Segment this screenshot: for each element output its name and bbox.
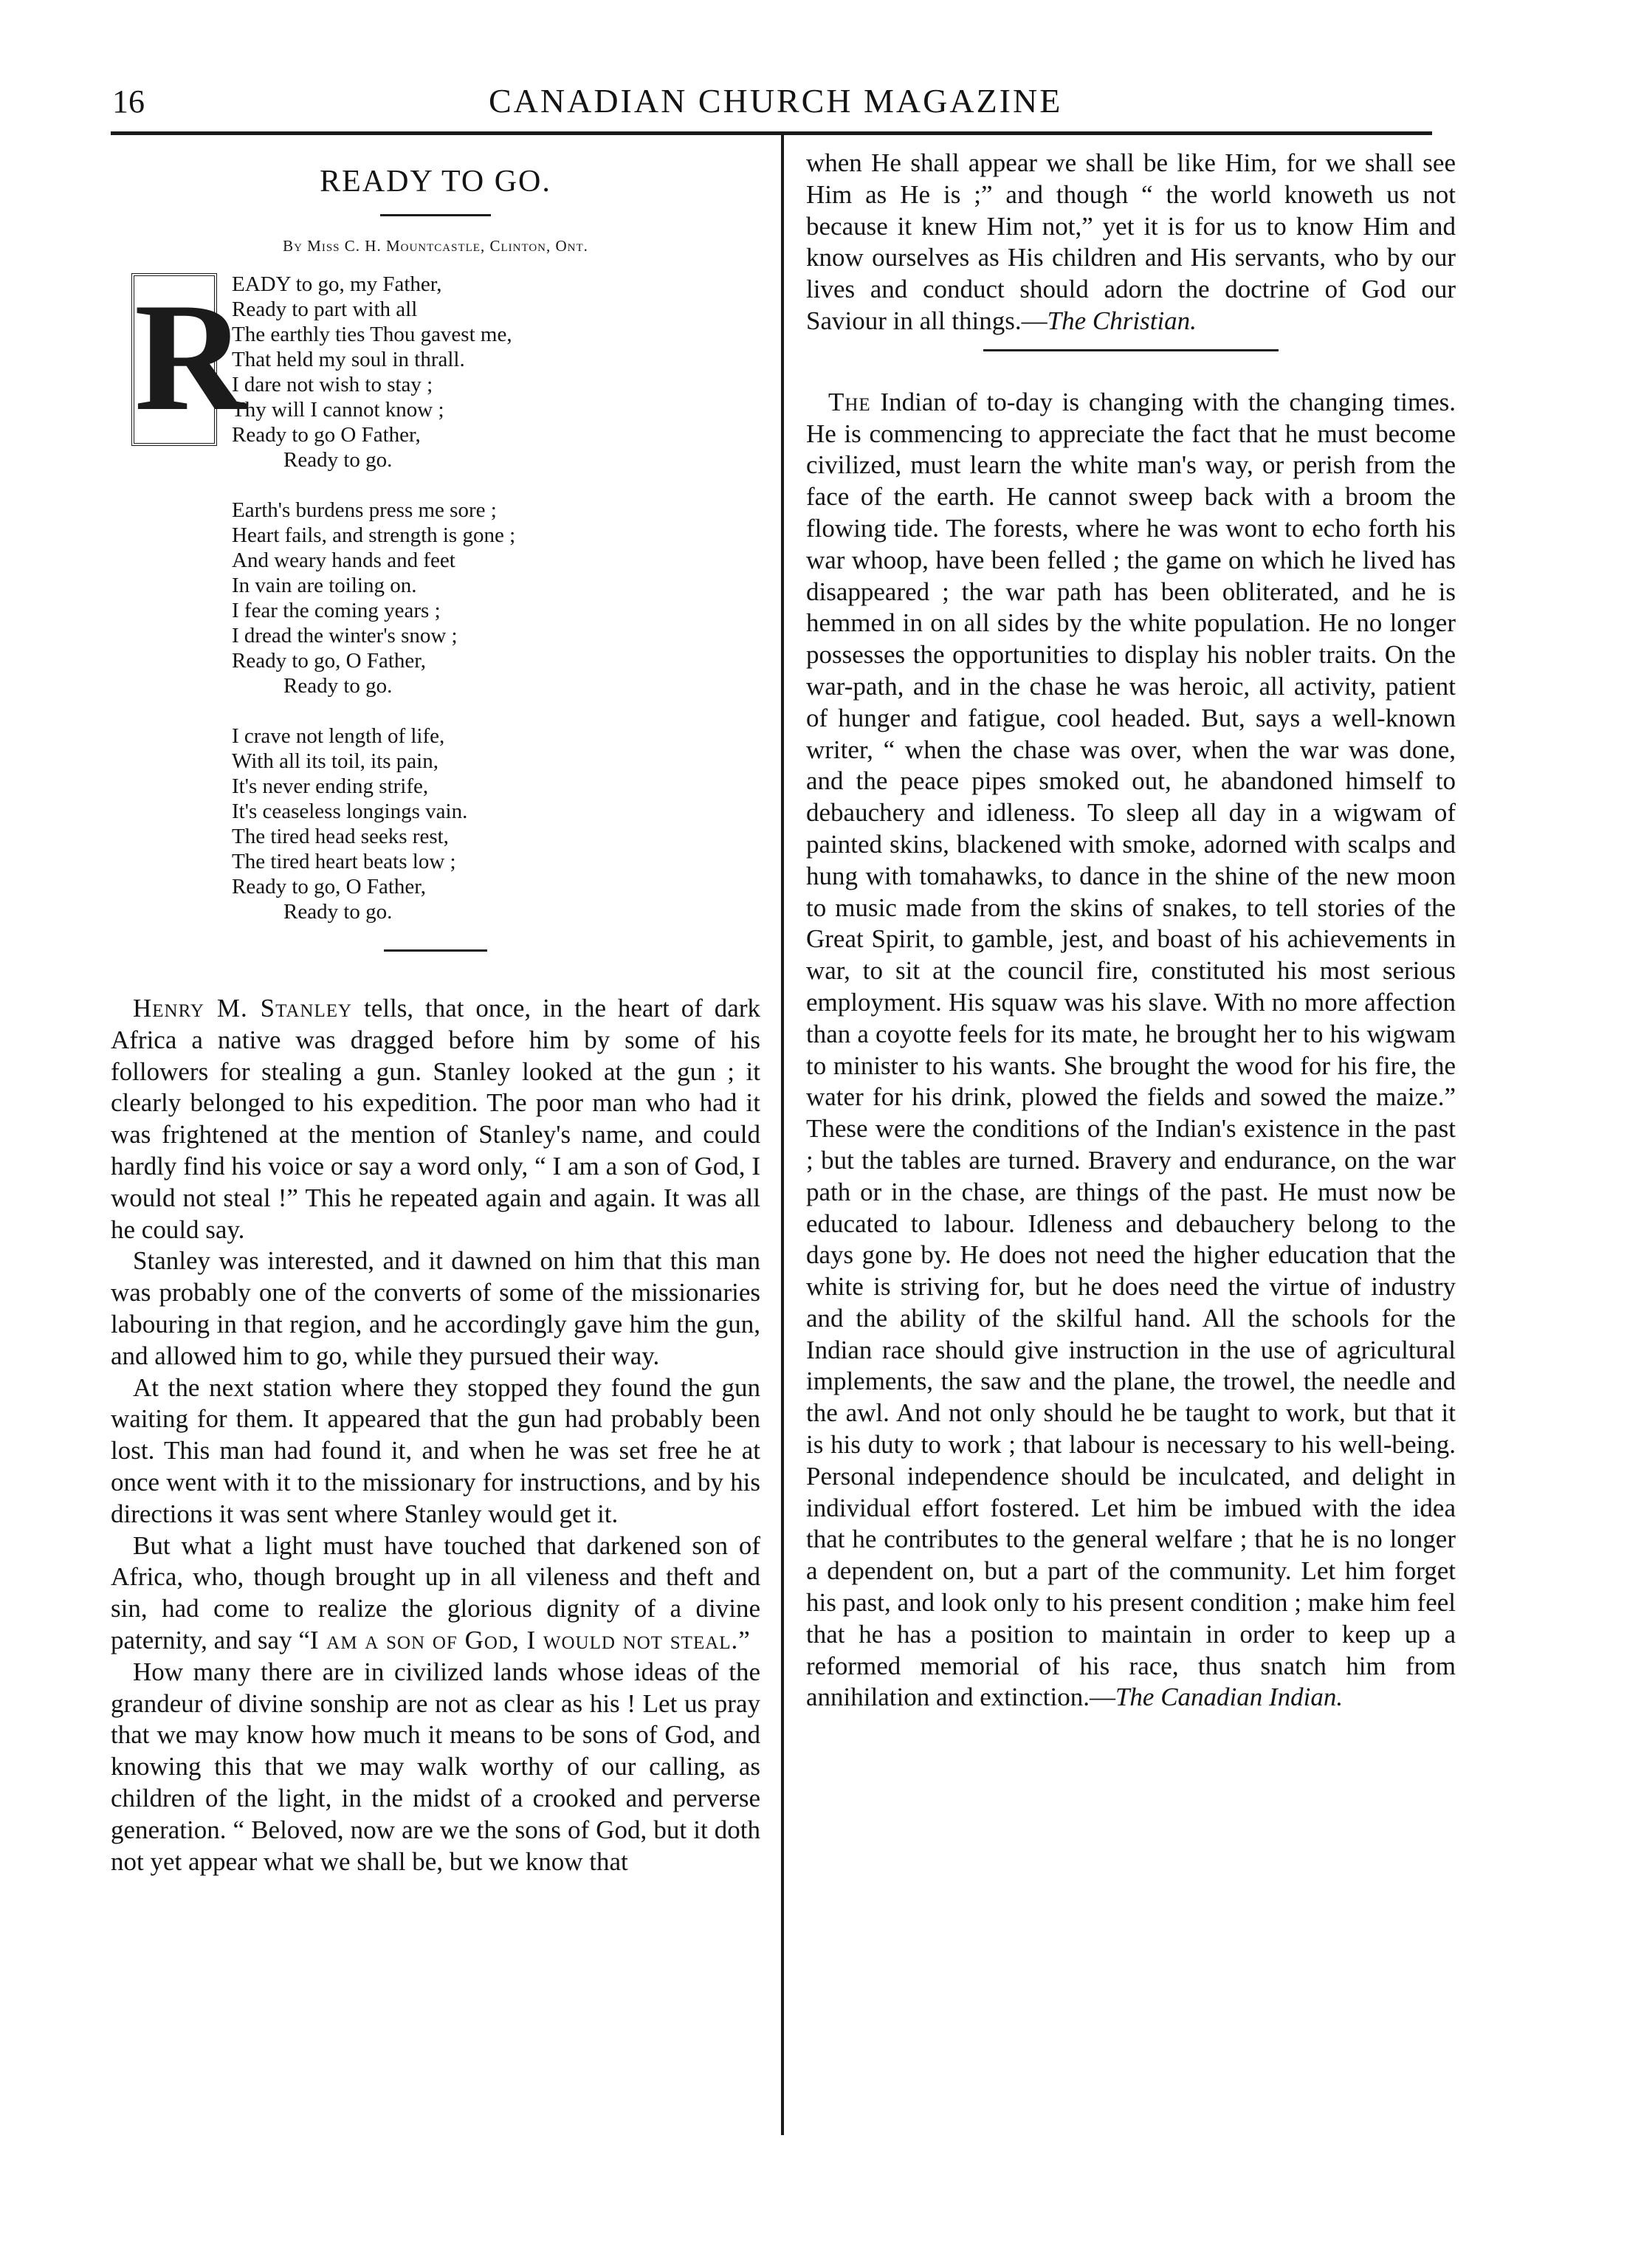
header-rule xyxy=(111,131,1432,135)
poem-line: The earthly ties Thou gavest me, xyxy=(232,323,512,346)
left-column xyxy=(111,148,760,1877)
poem-line: Ready to go. xyxy=(283,674,393,698)
page-number: 16 xyxy=(112,83,145,120)
paragraph-text: when He shall appear we shall be like Him, for we shall see Him as He is ;” and though “ the world knoweth us not because it knew Him not,” yet it is for us to know Him and know ourselves as His children and His servants, who by our lives and conduct should adorn the doctrine of God our Saviour in all things.— xyxy=(806,148,1456,335)
poem-line: Ready to go. xyxy=(283,448,393,472)
poem-line: Ready to go, O Father, xyxy=(232,875,427,898)
paragraph xyxy=(111,993,760,1245)
column-divider xyxy=(781,134,784,2135)
poem xyxy=(111,272,760,924)
poem-line: The tired head seeks rest, xyxy=(232,825,449,848)
stanley-article xyxy=(111,993,760,1877)
poem-line: I dread the winter's snow ; xyxy=(232,624,458,647)
poem-stanza-2 xyxy=(232,498,760,698)
dropcap-letter: R xyxy=(131,273,217,446)
poem-stanza-1 xyxy=(232,272,760,472)
paragraph: How many there are in civilized lands whose ideas of the grandeur of divine sonship are not as clear as his ! Let us pray that we may know how much it means to be sons of God, and knowing this that we may walk worthy of our calling, as children of the light, in the midst of a crooked and perverse generation. “ Beloved, now are we the sons of God, but it doth not yet appear what we shall be, but we know that xyxy=(111,1657,760,1876)
source-citation: The Canadian Indian. xyxy=(1115,1683,1344,1712)
paragraph: Stanley was interested, and it dawned on him that this man was probably one of the converts of some of the missionaries labouring in that region, and he accordingly gave him the gun, and allowed him to go, while they pursued their way. xyxy=(111,1246,760,1370)
indian-article xyxy=(806,387,1456,1714)
quoted-words: I am a son of God, I would not steal. xyxy=(309,1625,739,1654)
section-rule xyxy=(384,949,487,952)
paragraph xyxy=(806,387,1456,1714)
poem-title: READY TO GO. xyxy=(320,165,551,199)
poem-line: That held my soul in thrall. xyxy=(232,348,465,371)
poem-line: I fear the coming years ; xyxy=(232,599,441,622)
poem-line: Ready to go. xyxy=(283,900,393,924)
paragraph: At the next station where they stopped they found the gun waiting for them. It appeared that the gun had probably been lost. This man had found it, and when he was set free he at once went with it to the missionary for instructions, and by his directions it was sent where Stanley would get it. xyxy=(111,1372,760,1528)
poem-line: It's ceaseless longings vain. xyxy=(232,800,468,823)
poem-line: And weary hands and feet xyxy=(232,549,455,572)
right-column xyxy=(806,148,1456,1714)
poem-line: I dare not wish to stay ; xyxy=(232,373,433,396)
section-rule xyxy=(983,349,1279,351)
poem-line: I crave not length of life, xyxy=(232,724,445,748)
poem-line: In vain are toiling on. xyxy=(232,574,417,597)
running-head: CANADIAN CHURCH MAGAZINE xyxy=(489,82,1063,120)
paragraph-text: ” xyxy=(738,1625,750,1654)
paragraph xyxy=(111,1530,760,1657)
poem-line: The tired heart beats low ; xyxy=(232,850,456,873)
poem-line: Ready to part with all xyxy=(232,298,418,321)
stanley-article-continued xyxy=(806,148,1456,337)
lead-words: The xyxy=(828,387,871,416)
paragraph-text: tells, that once, in the heart of dark Africa a native was dragged before him by some of his followers for stealing a gun. Stanley looked at the gun ; it clearly belonged to his expedition. The poor man who had it was frightened at the mention of Stanley's name, and could hardly find his voice or say a word only, “ I am a son of God, I would not steal !” This he repeated again and again. It was all he could say. xyxy=(111,994,760,1244)
page-header xyxy=(111,81,1432,126)
poem-stanza-3 xyxy=(232,724,760,924)
poem-line: Ready to go O Father, xyxy=(232,423,421,447)
poem-line: Heart fails, and strength is gone ; xyxy=(232,523,516,547)
lead-words: Henry M. Stanley xyxy=(133,994,353,1023)
poem-line: It's never ending strife, xyxy=(232,774,429,798)
poem-line: With all its toil, its pain, xyxy=(232,749,438,773)
paragraph-text: Indian of to-day is changing with the changing times. He is commencing to appreciate the fact that he must become civilized, must learn the white man's way, or perish from the face of the earth. He cannot sweep back with a broom the flowing tide. The forests, where he was wont to echo forth his war whoop, have been felled ; the game on which he lived has disappeared ; the war path has been obliterated, and he is hemmed in on all sides by the white population. He no longer possesses the opportunities to display his nobler traits. On the war-path, and in the chase he was heroic, all activity, patient of hunger and fatigue, cool headed. But, says a well-known writer, “ when the chase was over, when the war was done, and the peace pipes smoked out, he abandoned himself to debauchery and idleness. To sleep all day in a wigwam of painted skins, blackened with smoke, adorned with scalps and hung with tomahawks, to dance in the shine of the new moon to music made from the skins of snakes, to tell stories of the Great Spirit, to gamble, jest, and boast of his achievements in war, to sit at the council fire, constituted his most serious employment. His squaw was his slave. With no more affection than a coyotte feels for its mate, he brought her to his wigwam to minister to his wants. She brought the wood for his fire, the water for his drink, plowed the fields and sowed the maize.” These were the conditions of the Indian's existence in the past ; but the tables are turned. Bravery and endurance, on the war path or in the chase, are things of the past. He must now be educated to labour. Idleness and debauchery belong to the days gone by. He does not need the higher education that the white is striving for, but he does need the virtue of industry and the ability of the skilful hand. All the schools for the Indian race should give instruction in the use of agricultural implements, the saw and the plane, the trowel, the needle and the awl. And not only should he be taught to work, but that it is his duty to work ; that labour is necessary to his well-being. Personal independence should be inculcated, and delight in individual effort fostered. Let him be imbued with the idea that he contributes to the general welfare ; that he is no longer a dependent on, but a part of the community. Let him forget his past, and look only to his present condition ; make him feel that he has a position to maintain in order to keep up a reformed memorial of his race, thus snatch him from annihilation and extinction.— xyxy=(806,387,1456,1712)
poem-line: Ready to go, O Father, xyxy=(232,649,427,673)
poem-line: EADY to go, my Father, xyxy=(232,272,442,296)
poem-line: Thy will I cannot know ; xyxy=(232,398,444,422)
poem-byline: By Miss C. H. Mountcastle, Clinton, Ont. xyxy=(283,237,588,255)
source-citation: The Christian. xyxy=(1047,306,1197,335)
poem-line: Earth's burdens press me sore ; xyxy=(232,498,497,522)
paragraph xyxy=(806,148,1456,337)
paragraph-text: But what a light must have touched that darkened son of Africa, who, though brought up in all vileness and theft and sin, had come to realize the glorious dignity of a divine paternity, and say “ xyxy=(111,1530,760,1654)
title-rule xyxy=(380,214,491,216)
